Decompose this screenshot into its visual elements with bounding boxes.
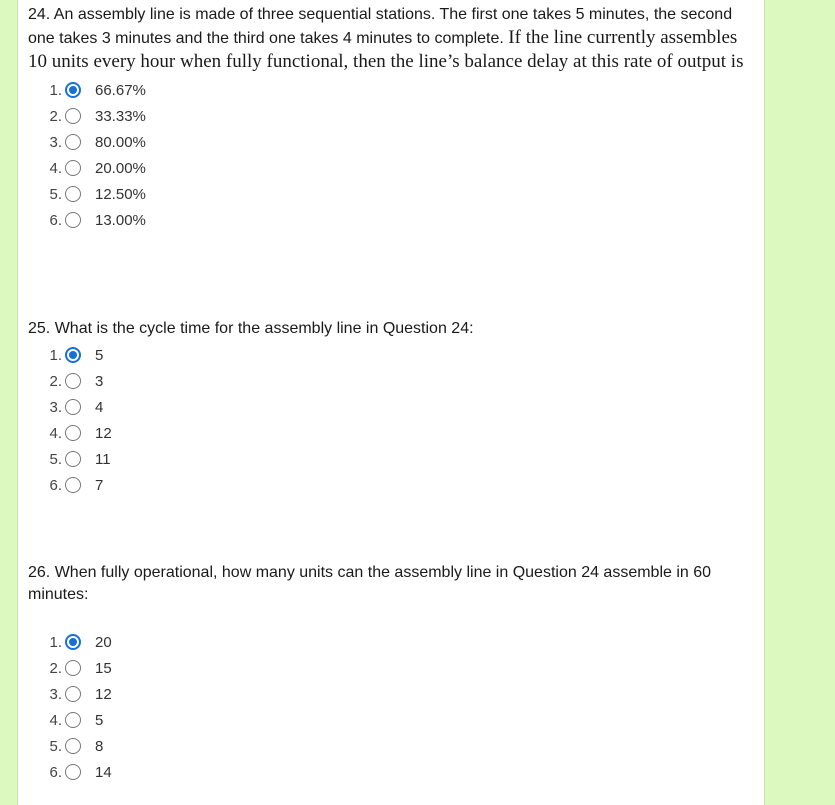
option-row xyxy=(28,394,748,420)
question-26 xyxy=(28,562,748,785)
option-label: 12 xyxy=(95,424,112,442)
option-row xyxy=(28,446,748,472)
option-label: 66.67% xyxy=(95,81,146,99)
question-24-text-part1: 24. An assembly line is made of three sequential stations. The first one takes 5 minutes, the second one takes 3 minutes and the third one takes 4 minutes to complete. xyxy=(28,6,733,47)
option-label: 12.50% xyxy=(95,185,146,203)
radio-button[interactable] xyxy=(65,186,81,202)
radio-button[interactable] xyxy=(65,660,81,676)
option-row xyxy=(28,681,748,707)
question-24-text-part2: If the line currently assembles 10 units every hour when fully functional, then the line’s balance delay at this rate of output is xyxy=(28,27,744,72)
option-number: 3. xyxy=(49,685,62,703)
option-number: 4. xyxy=(49,424,62,442)
option-number: 3. xyxy=(49,133,62,151)
question-24-text xyxy=(28,4,748,74)
radio-button[interactable] xyxy=(65,212,81,228)
option-label: 3 xyxy=(95,372,104,390)
radio-button[interactable] xyxy=(65,451,81,467)
radio-button[interactable] xyxy=(65,477,81,493)
radio-button[interactable] xyxy=(65,347,81,363)
option-row xyxy=(28,759,748,785)
option-label: 4 xyxy=(95,398,104,416)
option-row xyxy=(28,155,748,181)
radio-button[interactable] xyxy=(65,712,81,728)
radio-button[interactable] xyxy=(65,160,81,176)
option-number: 6. xyxy=(49,211,62,229)
option-number: 2. xyxy=(49,372,62,390)
option-label: 14 xyxy=(95,763,112,781)
option-row xyxy=(28,342,748,368)
option-number: 4. xyxy=(49,711,62,729)
radio-button[interactable] xyxy=(65,134,81,150)
option-number: 1. xyxy=(49,346,62,364)
option-label: 11 xyxy=(95,450,111,468)
radio-button[interactable] xyxy=(65,82,81,98)
option-label: 80.00% xyxy=(95,133,146,151)
radio-button[interactable] xyxy=(65,108,81,124)
option-number: 6. xyxy=(49,763,62,781)
option-number: 6. xyxy=(49,476,62,494)
option-number: 5. xyxy=(49,450,62,468)
option-label: 20.00% xyxy=(95,159,146,177)
question-26-options xyxy=(28,629,748,785)
option-row xyxy=(28,629,748,655)
radio-button[interactable] xyxy=(65,634,81,650)
option-label: 13.00% xyxy=(95,211,146,229)
option-row xyxy=(28,77,748,103)
option-row xyxy=(28,129,748,155)
option-row xyxy=(28,103,748,129)
option-number: 3. xyxy=(49,398,62,416)
option-row xyxy=(28,368,748,394)
right-margin-strip xyxy=(805,0,835,805)
question-25-options xyxy=(28,342,748,498)
question-26-text: 26. When fully operational, how many units can the assembly line in Question 24 assemble in 60 minutes: xyxy=(28,564,712,603)
question-25 xyxy=(28,318,748,498)
option-row xyxy=(28,707,748,733)
option-label: 8 xyxy=(95,737,104,755)
left-margin-strip xyxy=(0,0,17,805)
option-row xyxy=(28,655,748,681)
radio-button[interactable] xyxy=(65,764,81,780)
option-number: 5. xyxy=(49,737,62,755)
option-row xyxy=(28,181,748,207)
option-label: 20 xyxy=(95,633,112,651)
radio-button[interactable] xyxy=(65,738,81,754)
option-number: 4. xyxy=(49,159,62,177)
option-row xyxy=(28,733,748,759)
option-label: 5 xyxy=(95,346,104,364)
option-number: 2. xyxy=(49,107,62,125)
option-number: 1. xyxy=(49,81,62,99)
question-25-text: 25. What is the cycle time for the assembly line in Question 24: xyxy=(28,320,474,337)
option-number: 5. xyxy=(49,185,62,203)
option-number: 2. xyxy=(49,659,62,677)
option-label: 5 xyxy=(95,711,104,729)
question-24 xyxy=(28,4,748,233)
radio-button[interactable] xyxy=(65,425,81,441)
option-row xyxy=(28,472,748,498)
radio-button[interactable] xyxy=(65,373,81,389)
option-label: 7 xyxy=(95,476,104,494)
option-label: 15 xyxy=(95,659,112,677)
option-number: 1. xyxy=(49,633,62,651)
option-row xyxy=(28,207,748,233)
option-label: 33.33% xyxy=(95,107,146,125)
radio-button[interactable] xyxy=(65,686,81,702)
quiz-panel xyxy=(17,0,765,805)
option-row xyxy=(28,420,748,446)
radio-button[interactable] xyxy=(65,399,81,415)
option-label: 12 xyxy=(95,685,112,703)
question-24-options xyxy=(28,77,748,233)
